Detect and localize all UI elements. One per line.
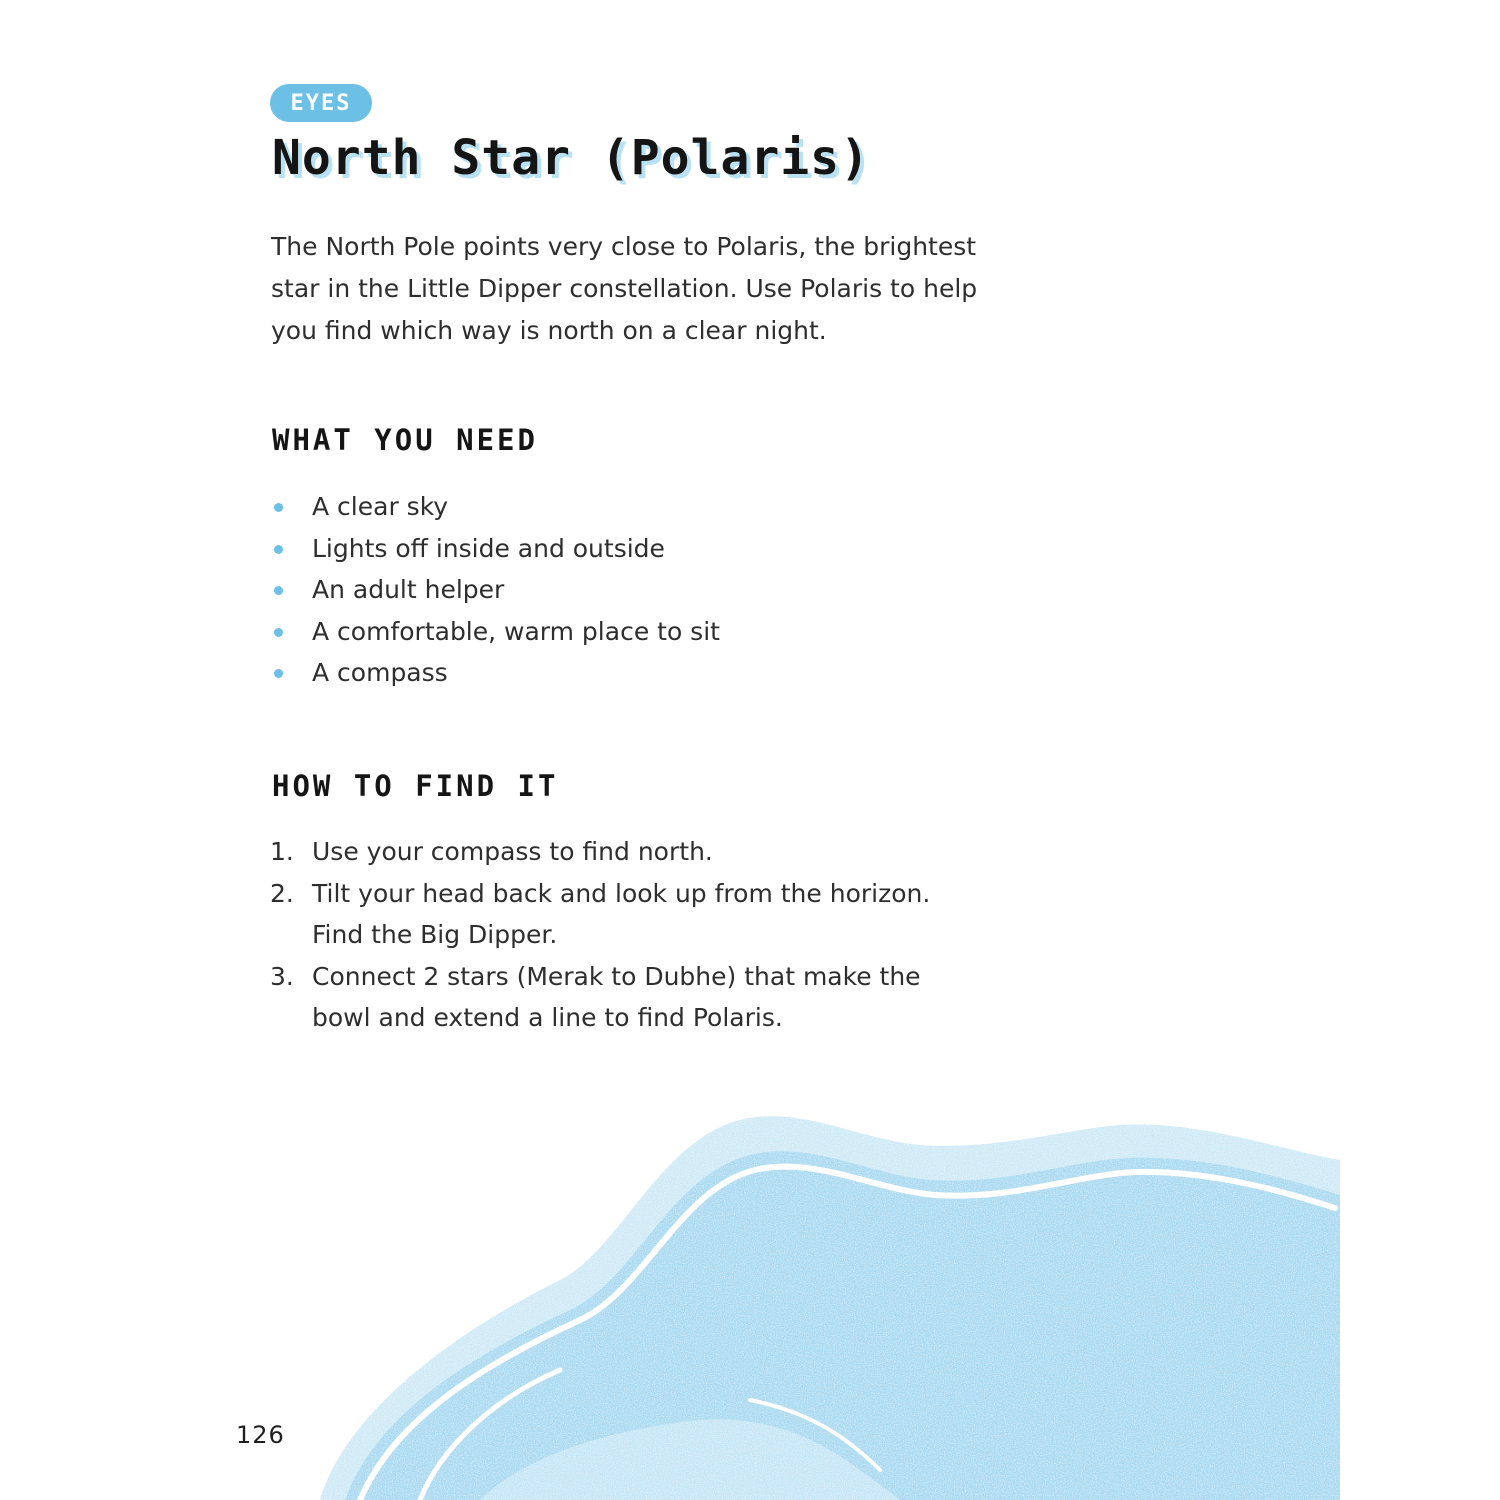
bullet-dot-icon [274,586,283,595]
bullet-dot-icon [274,628,283,637]
list-item-text: A comfortable, warm place to sit [312,616,720,646]
step-number: 2. [270,878,294,908]
bullet-dot-icon [274,503,283,512]
steps-list [270,831,970,1039]
what-you-need-heading: WHAT YOU NEED [272,423,538,457]
step-number: 3. [270,961,294,991]
needs-list [270,486,720,694]
list-item [270,569,720,611]
step-number: 1. [270,837,294,866]
bullet-dot-icon [274,669,283,678]
how-to-find-it-heading: HOW TO FIND IT [272,769,559,803]
step-text: Tilt your head back and look up from the horizon. Find the Big Dipper. [312,878,931,950]
list-item [270,486,720,528]
bullet-dot-icon [274,545,283,554]
intro-paragraph: The North Pole points very close to Polaris, the brightest star in the Little Dipper constellation. Use Polaris to help you find which way is north on a clear night. [271,232,978,345]
step-text: Connect 2 stars (Merak to Dubhe) that make the bowl and extend a line to find Polaris. [312,961,921,1033]
page-number: 126 [236,1421,285,1449]
wave-speckle-texture [320,1116,1340,1500]
list-item-text: A compass [312,658,448,688]
step-item [270,956,970,1039]
list-item-text: Lights off inside and outside [312,533,665,563]
list-item-text: An adult helper [312,575,505,605]
step-item [270,873,970,956]
list-item-text: A clear sky [312,492,449,521]
section-tag: EYES [270,84,372,122]
page-title: North Star (Polaris) [272,130,870,186]
step-item [270,831,970,873]
list-item [270,611,720,653]
step-text: Use your compass to find north. [312,837,713,866]
decorative-wave-illustration [300,1100,1340,1500]
list-item [270,528,720,570]
list-item [270,652,720,694]
